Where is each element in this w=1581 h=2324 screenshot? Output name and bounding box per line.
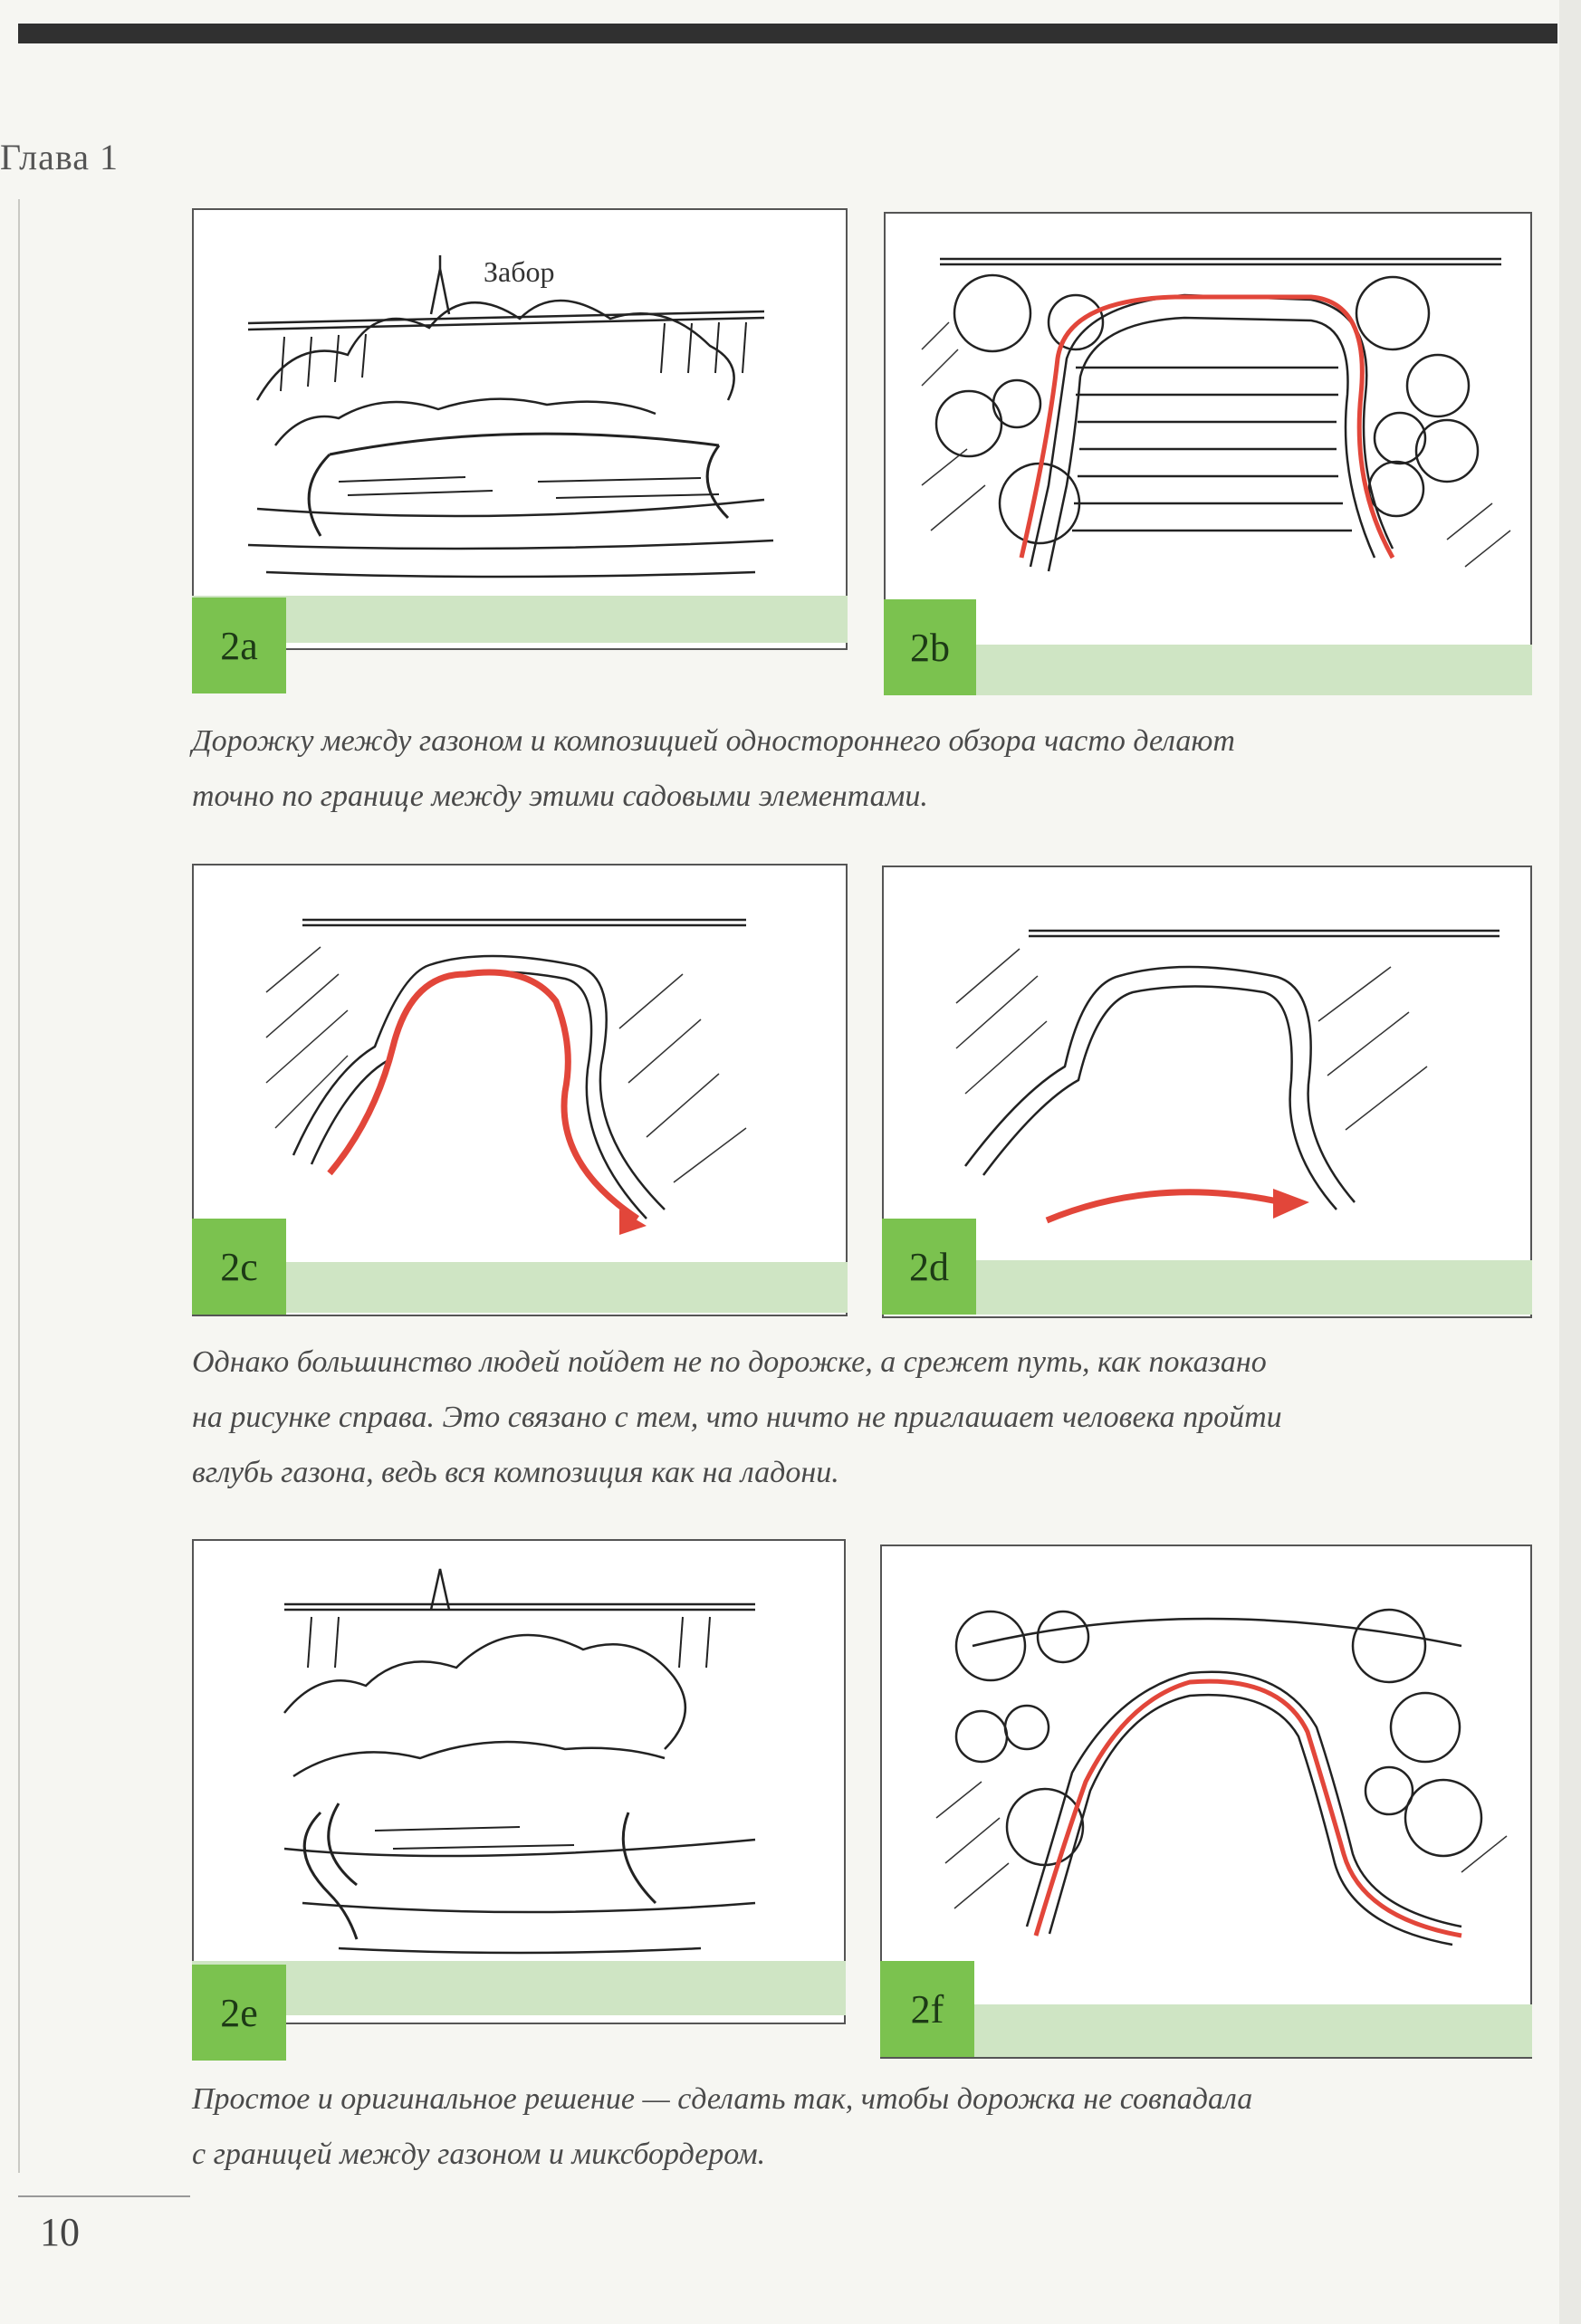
figure-bar-2d	[882, 1260, 1532, 1315]
figure-label-2c: 2c	[192, 1219, 286, 1315]
figure-label-2a: 2a	[192, 598, 286, 693]
figure-label-2e: 2e	[192, 1965, 286, 2061]
figure-2d	[882, 866, 1532, 1318]
garden-plan-sketch	[886, 214, 1532, 695]
figure-label-2f: 2f	[880, 1961, 974, 2057]
shortcut-sketch	[884, 867, 1532, 1318]
caption-line: точно по границе между этими садовыми элементами.	[192, 779, 928, 813]
caption-2e-2f	[192, 2071, 1487, 2182]
left-margin-rule	[18, 199, 20, 2173]
path-border-sketch	[194, 866, 848, 1316]
page-number: 10	[40, 2210, 80, 2254]
garden-plan-sketch-2	[882, 1546, 1532, 2059]
figure-2c	[192, 864, 848, 1316]
caption-line: с границей между газоном и миксбордером.	[192, 2138, 766, 2171]
figure-2f	[880, 1545, 1532, 2059]
chapter-heading: Глава 1	[0, 137, 119, 177]
top-rule	[18, 24, 1557, 43]
garden-perspective-sketch-2	[194, 1541, 846, 2024]
figure-bar-2c	[192, 1262, 848, 1313]
caption-line: Однако большинство людей пойдет не по дорожке, а срежет путь, как показано	[192, 1345, 1267, 1379]
figure-bar-2b	[884, 645, 1532, 695]
caption-line: вглубь газона, ведь вся композиция как на ладони.	[192, 1456, 839, 1489]
figure-bar-2a	[192, 596, 848, 643]
caption-2c-2d	[192, 1334, 1487, 1500]
page-edge-shade	[1559, 0, 1581, 2324]
caption-line: Простое и оригинальное решение — сделать так, чтобы дорожка не совпадала	[192, 2082, 1253, 2116]
fence-annotation: Забор	[484, 255, 555, 288]
figure-label-2d: 2d	[882, 1219, 976, 1315]
figure-2e	[192, 1539, 846, 2024]
figure-label-2b: 2b	[884, 599, 976, 695]
figure-bar-2f	[880, 2004, 1532, 2057]
caption-line: Дорожку между газоном и композицией одностороннего обзора часто делают	[192, 724, 1235, 758]
figure-2b	[884, 212, 1532, 695]
figure-bar-2e	[192, 1961, 846, 2015]
caption-2a-2b	[192, 713, 1487, 824]
page-number-rule	[18, 2195, 190, 2197]
caption-line: на рисунке справа. Это связано с тем, что ничто не приглашает человека пройти	[192, 1401, 1282, 1434]
figure-2a	[192, 208, 848, 650]
